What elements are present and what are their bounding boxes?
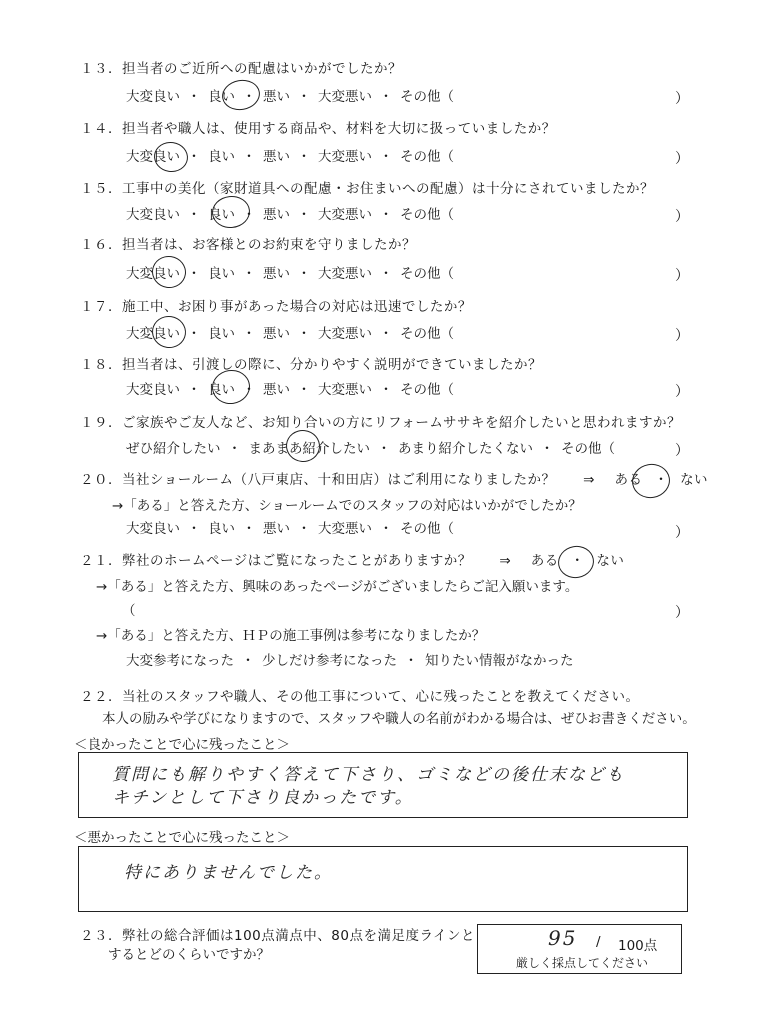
q15-option-1[interactable]: 大変良い	[126, 207, 180, 223]
q14-option-5[interactable]: その他（	[400, 149, 454, 165]
q22-good-answer-line-1: 質問にも解りやすく答えて下さり、ゴミなどの後仕末なども	[112, 765, 625, 785]
q14-option-1[interactable]: 大変良い	[126, 149, 180, 165]
q19-option-4[interactable]: その他（	[561, 441, 615, 457]
q21-open-paren: （	[122, 603, 136, 619]
q15-option-2[interactable]: 良い	[208, 207, 235, 223]
q14-option-3[interactable]: 悪い	[263, 149, 290, 165]
q17-paren-close: ）	[675, 328, 689, 344]
separator: ・	[404, 653, 418, 669]
separator: ・	[242, 382, 256, 398]
separator: ・	[242, 266, 256, 282]
q19-option-1[interactable]: ぜひ紹介したい	[126, 441, 221, 457]
separator: ・	[297, 207, 311, 223]
q13-options	[126, 88, 454, 106]
q14-paren-close: ）	[675, 151, 689, 167]
q18-paren-close: ）	[675, 384, 689, 400]
separator: ・	[297, 382, 311, 398]
q17-option-1[interactable]: 大変良い	[126, 326, 180, 342]
separator: ・	[540, 441, 554, 457]
q21-sub2: →「ある」と答えた方、ＨＰの施工事例は参考になりましたか？	[96, 628, 486, 644]
q16-options	[126, 265, 454, 283]
q20-paren-close: ）	[675, 525, 689, 541]
q20-option-4[interactable]: 大変悪い	[318, 521, 372, 537]
q22-good-label: ＜良かったことで心に残ったこと＞	[74, 737, 290, 753]
separator: ・	[187, 382, 201, 398]
q21-option-yes[interactable]: ある	[530, 553, 559, 569]
q22-bad-label: ＜悪かったことで心に残ったこと＞	[74, 830, 290, 846]
q22-text: ２２．当社のスタッフや職人、その他工事について、心に残ったことを教えてください。	[80, 689, 640, 705]
q18-option-4[interactable]: 大変悪い	[318, 382, 372, 398]
q13-option-1[interactable]: 大変良い	[126, 89, 180, 105]
q16-option-4[interactable]: 大変悪い	[318, 266, 372, 282]
separator: ・	[379, 266, 393, 282]
separator: ・	[377, 441, 391, 457]
separator: ・	[187, 89, 201, 105]
q15-option-4[interactable]: 大変悪い	[318, 207, 372, 223]
separator: ・	[379, 382, 393, 398]
separator: ・	[570, 553, 585, 569]
q16-option-5[interactable]: その他（	[400, 266, 454, 282]
q17-option-4[interactable]: 大変悪い	[318, 326, 372, 342]
q18-text: １８．担当者は、引渡しの際に、分かりやすく説明ができていましたか？	[80, 357, 542, 373]
q13-option-2[interactable]: 良い	[208, 89, 235, 105]
q21-paren-close: ）	[675, 605, 689, 621]
q23-score: 95	[548, 926, 578, 950]
q19-options	[126, 440, 615, 458]
q20-option-no[interactable]: ない	[680, 472, 709, 488]
q18-option-5[interactable]: その他（	[400, 382, 454, 398]
q22-sub: 本人の励みや学びになりますので、スタッフや職人の名前がわかる場合は、ぜひお書きください。	[102, 711, 696, 727]
q13-paren-close: ）	[675, 91, 689, 107]
q13-text: １３．担当者のご近所への配慮はいかがでしたか？	[80, 61, 402, 77]
q17-option-2[interactable]: 良い	[208, 326, 235, 342]
q15-options	[126, 206, 454, 224]
q13-option-5[interactable]: その他（	[400, 89, 454, 105]
q21-option-3[interactable]: 知りたい情報がなかった	[425, 653, 574, 669]
q18-options	[126, 381, 454, 399]
q23-note: 厳しく採点してください	[516, 956, 649, 970]
q21-option-no[interactable]: ない	[596, 553, 625, 569]
q21-option-2[interactable]: 少しだけ参考になった	[262, 653, 397, 669]
q23-slash: /	[596, 934, 601, 950]
q20-options	[126, 520, 454, 538]
separator: ・	[187, 266, 201, 282]
separator: ・	[187, 521, 201, 537]
q14-options	[126, 148, 454, 166]
separator: ・	[379, 521, 393, 537]
separator: ・	[187, 207, 201, 223]
separator: ・	[227, 441, 242, 457]
q14-text: １４．担当者や職人は、使用する商品や、材料を大切に扱っていましたか？	[80, 121, 556, 137]
q22-bad-answer: 特にありませんでした。	[124, 863, 333, 883]
q20-text	[80, 471, 708, 489]
q16-text: １６．担当者は、お客様とのお約束を守りましたか？	[80, 237, 416, 253]
q21-sub1: →「ある」と答えた方、興味のあったページがございましたらご記入願います。	[96, 579, 579, 595]
q17-options	[126, 325, 454, 343]
separator: ・	[241, 653, 255, 669]
q20-option-5[interactable]: その他（	[400, 521, 454, 537]
separator: ・	[379, 89, 393, 105]
separator: ・	[187, 149, 201, 165]
q15-text: １５．工事中の美化（家財道具への配慮・お住まいへの配慮）は十分にされていましたか？	[80, 181, 654, 197]
q21-question: ２１．弊社のホームページはご覧になったことがありますか？	[80, 553, 472, 569]
separator: ・	[654, 472, 669, 488]
q21-arrow: ⇒	[499, 553, 512, 569]
q16-option-2[interactable]: 良い	[208, 266, 235, 282]
q17-option-3[interactable]: 悪い	[263, 326, 290, 342]
separator: ・	[297, 89, 311, 105]
separator: ・	[379, 149, 393, 165]
q19-paren-close: ）	[675, 443, 689, 459]
q18-option-2[interactable]: 良い	[208, 382, 235, 398]
separator: ・	[242, 521, 256, 537]
separator: ・	[242, 207, 256, 223]
q21-text	[80, 552, 624, 570]
q20-option-3[interactable]: 悪い	[263, 521, 290, 537]
q19-option-3[interactable]: あまり紹介したくない	[398, 441, 533, 457]
q23-max: 100点	[618, 938, 658, 954]
q22-good-answer-line-2: キチンとして下さり良かったです。	[112, 788, 414, 808]
q18-option-3[interactable]: 悪い	[263, 382, 290, 398]
separator: ・	[297, 326, 311, 342]
q20-option-2[interactable]: 良い	[208, 521, 235, 537]
q15-option-5[interactable]: その他（	[400, 207, 454, 223]
q20-option-1[interactable]: 大変良い	[126, 521, 180, 537]
q19-option-2[interactable]: まあまあ紹介したい	[248, 441, 370, 457]
q20-arrow: ⇒	[583, 472, 595, 488]
separator: ・	[379, 326, 393, 342]
q20-option-yes[interactable]: ある	[614, 472, 643, 488]
separator: ・	[297, 521, 311, 537]
q17-option-5[interactable]: その他（	[400, 326, 454, 342]
q23-text-2: するとどのくらいですか？	[108, 947, 270, 963]
q13-option-4[interactable]: 大変悪い	[318, 89, 372, 105]
separator: ・	[187, 326, 201, 342]
separator: ・	[379, 207, 393, 223]
q16-paren-close: ）	[675, 268, 689, 284]
q21-option-1[interactable]: 大変参考になった	[126, 653, 234, 669]
q15-paren-close: ）	[675, 209, 689, 225]
q19-text: １９．ご家族やご友人など、お知り合いの方にリフォームササキを紹介したいと思われますか？	[80, 415, 682, 431]
q14-option-4[interactable]: 大変悪い	[318, 149, 372, 165]
separator: ・	[242, 149, 256, 165]
separator: ・	[297, 149, 311, 165]
q20-question: ２０．当社ショールーム（八戸東店、十和田店）はご利用になりましたか？	[80, 472, 556, 488]
separator: ・	[242, 89, 256, 105]
q17-text: １７．施工中、お困り事があった場合の対応は迅速でしたか？	[80, 299, 472, 315]
q13-option-3[interactable]: 悪い	[263, 89, 290, 105]
separator: ・	[242, 326, 256, 342]
q21-options	[126, 652, 574, 670]
q20-sub: →「ある」と答えた方、ショールームでのスタッフの対応はいかがでしたか？	[112, 498, 582, 514]
q14-option-2[interactable]: 良い	[208, 149, 235, 165]
q23-text-1: ２３．弊社の総合評価は100点満点中、80点を満足度ラインと	[80, 928, 476, 944]
q15-option-3[interactable]: 悪い	[263, 207, 290, 223]
separator: ・	[297, 266, 311, 282]
q16-option-3[interactable]: 悪い	[263, 266, 290, 282]
q18-option-1[interactable]: 大変良い	[126, 382, 180, 398]
q16-option-1[interactable]: 大変良い	[126, 266, 180, 282]
